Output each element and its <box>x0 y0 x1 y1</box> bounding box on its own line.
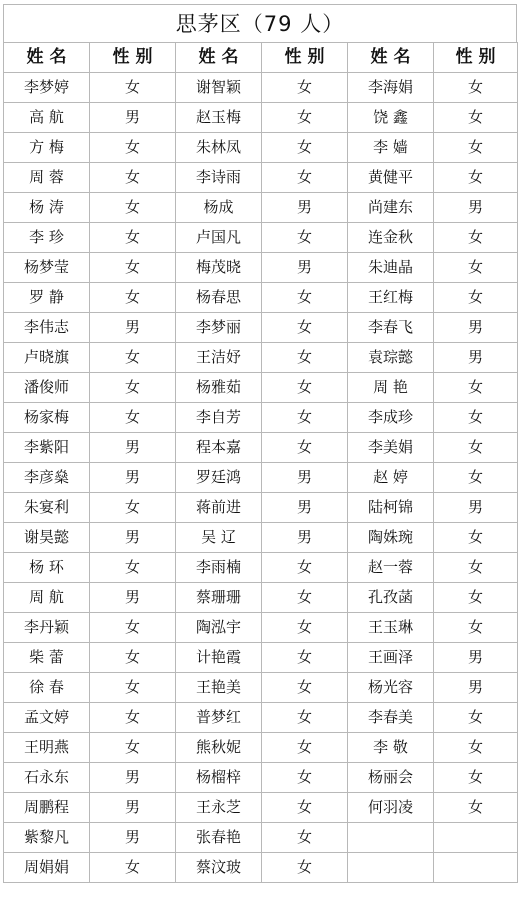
gender-cell: 女 <box>90 703 176 733</box>
gender-cell: 女 <box>90 733 176 763</box>
gender-cell: 女 <box>434 73 518 103</box>
name-cell: 李诗雨 <box>176 163 262 193</box>
name-cell: 赵一蓉 <box>348 553 434 583</box>
name-cell: 潘俊师 <box>4 373 90 403</box>
gender-cell: 女 <box>90 643 176 673</box>
name-cell: 何羽凌 <box>348 793 434 823</box>
name-cell: 高 航 <box>4 103 90 133</box>
gender-cell: 男 <box>262 523 348 553</box>
name-cell: 罗廷鸿 <box>176 463 262 493</box>
table-row <box>4 403 518 433</box>
gender-cell: 女 <box>90 343 176 373</box>
name-cell: 李春飞 <box>348 313 434 343</box>
gender-cell: 女 <box>262 103 348 133</box>
gender-cell: 男 <box>90 523 176 553</box>
gender-cell: 男 <box>90 793 176 823</box>
gender-cell: 女 <box>434 133 518 163</box>
table-row <box>4 823 518 853</box>
gender-cell: 男 <box>434 673 518 703</box>
gender-cell: 男 <box>262 463 348 493</box>
name-cell: 杨成 <box>176 193 262 223</box>
name-cell: 石永东 <box>4 763 90 793</box>
gender-cell: 女 <box>262 583 348 613</box>
name-cell: 周 蓉 <box>4 163 90 193</box>
gender-cell: 男 <box>90 763 176 793</box>
gender-cell: 男 <box>434 193 518 223</box>
gender-cell: 女 <box>90 253 176 283</box>
gender-cell: 男 <box>434 493 518 523</box>
name-cell: 周 航 <box>4 583 90 613</box>
gender-cell: 女 <box>434 613 518 643</box>
name-cell: 李成珍 <box>348 403 434 433</box>
gender-cell: 男 <box>434 643 518 673</box>
gender-cell: 女 <box>262 403 348 433</box>
gender-cell: 女 <box>90 223 176 253</box>
name-cell: 蔡汶玻 <box>176 853 262 883</box>
gender-cell: 女 <box>262 163 348 193</box>
gender-cell: 男 <box>90 583 176 613</box>
name-cell: 方 梅 <box>4 133 90 163</box>
name-cell: 罗 静 <box>4 283 90 313</box>
table-row <box>4 433 518 463</box>
name-cell: 李紫阳 <box>4 433 90 463</box>
name-cell: 杨 环 <box>4 553 90 583</box>
name-cell: 王玉琳 <box>348 613 434 643</box>
table-row <box>4 613 518 643</box>
gender-cell: 女 <box>434 163 518 193</box>
name-cell: 紫黎凡 <box>4 823 90 853</box>
table-row <box>4 373 518 403</box>
gender-cell: 男 <box>90 463 176 493</box>
gender-cell: 女 <box>434 433 518 463</box>
name-cell: 卢晓旗 <box>4 343 90 373</box>
name-cell: 杨榴梓 <box>176 763 262 793</box>
name-cell: 谢昊懿 <box>4 523 90 553</box>
gender-cell: 女 <box>434 103 518 133</box>
gender-cell: 女 <box>90 403 176 433</box>
gender-cell: 女 <box>90 133 176 163</box>
name-cell: 陆柯锦 <box>348 493 434 523</box>
roster-table <box>3 42 518 883</box>
name-cell <box>348 853 434 883</box>
district-title: 思茅区（79 人） <box>3 4 517 42</box>
name-cell: 李彦燊 <box>4 463 90 493</box>
gender-cell: 女 <box>90 373 176 403</box>
gender-cell: 女 <box>262 433 348 463</box>
header-name-3: 姓 名 <box>348 43 434 73</box>
name-cell: 熊秋妮 <box>176 733 262 763</box>
table-row <box>4 313 518 343</box>
table-row <box>4 343 518 373</box>
table-row <box>4 643 518 673</box>
gender-cell: 女 <box>90 193 176 223</box>
gender-cell: 女 <box>262 703 348 733</box>
gender-cell: 女 <box>262 343 348 373</box>
name-cell: 李梦丽 <box>176 313 262 343</box>
roster-sheet <box>3 4 517 883</box>
table-row <box>4 463 518 493</box>
header-gender-2: 性 别 <box>262 43 348 73</box>
gender-cell: 男 <box>90 313 176 343</box>
name-cell: 连金秋 <box>348 223 434 253</box>
name-cell: 柴 蕾 <box>4 643 90 673</box>
gender-cell: 女 <box>90 73 176 103</box>
name-cell: 赵玉梅 <box>176 103 262 133</box>
gender-cell: 男 <box>262 253 348 283</box>
name-cell: 程本嘉 <box>176 433 262 463</box>
name-cell: 朱迪晶 <box>348 253 434 283</box>
gender-cell <box>434 853 518 883</box>
table-row <box>4 523 518 553</box>
gender-cell: 男 <box>90 823 176 853</box>
table-row <box>4 793 518 823</box>
gender-cell: 女 <box>434 463 518 493</box>
gender-cell: 女 <box>434 793 518 823</box>
table-row <box>4 193 518 223</box>
name-cell: 黄健平 <box>348 163 434 193</box>
gender-cell: 女 <box>262 793 348 823</box>
name-cell: 计艳霞 <box>176 643 262 673</box>
gender-cell: 女 <box>434 733 518 763</box>
gender-cell: 女 <box>434 703 518 733</box>
name-cell: 杨 涛 <box>4 193 90 223</box>
table-row <box>4 103 518 133</box>
gender-cell <box>434 823 518 853</box>
table-row <box>4 763 518 793</box>
table-row <box>4 253 518 283</box>
name-cell: 李 嫱 <box>348 133 434 163</box>
gender-cell: 女 <box>262 613 348 643</box>
name-cell: 蒋前进 <box>176 493 262 523</box>
name-cell: 杨丽会 <box>348 763 434 793</box>
gender-cell: 女 <box>262 643 348 673</box>
name-cell: 陶姝琬 <box>348 523 434 553</box>
gender-cell: 女 <box>262 223 348 253</box>
gender-cell: 女 <box>90 493 176 523</box>
gender-cell: 女 <box>262 73 348 103</box>
gender-cell: 女 <box>434 583 518 613</box>
table-row <box>4 703 518 733</box>
name-cell: 杨家梅 <box>4 403 90 433</box>
name-cell: 尚建东 <box>348 193 434 223</box>
roster-body <box>4 73 518 883</box>
gender-cell: 女 <box>262 313 348 343</box>
gender-cell: 女 <box>434 283 518 313</box>
gender-cell: 女 <box>434 523 518 553</box>
name-cell: 梅茂晓 <box>176 253 262 283</box>
table-row <box>4 283 518 313</box>
name-cell: 王红梅 <box>348 283 434 313</box>
name-cell: 周鹏程 <box>4 793 90 823</box>
name-cell: 李梦婷 <box>4 73 90 103</box>
name-cell: 袁琮懿 <box>348 343 434 373</box>
name-cell: 谢智颖 <box>176 73 262 103</box>
header-name-2: 姓 名 <box>176 43 262 73</box>
name-cell: 周娟娟 <box>4 853 90 883</box>
header-row <box>4 43 518 73</box>
gender-cell: 女 <box>434 403 518 433</box>
name-cell: 朱林凤 <box>176 133 262 163</box>
gender-cell: 女 <box>90 283 176 313</box>
name-cell: 李 珍 <box>4 223 90 253</box>
gender-cell: 女 <box>434 763 518 793</box>
table-row <box>4 223 518 253</box>
name-cell: 孟文婷 <box>4 703 90 733</box>
table-row <box>4 733 518 763</box>
name-cell: 王画泽 <box>348 643 434 673</box>
name-cell: 杨雅茹 <box>176 373 262 403</box>
gender-cell: 女 <box>262 373 348 403</box>
name-cell: 吴 辽 <box>176 523 262 553</box>
name-cell: 蔡珊珊 <box>176 583 262 613</box>
name-cell: 杨春思 <box>176 283 262 313</box>
name-cell: 李春美 <box>348 703 434 733</box>
name-cell: 周 艳 <box>348 373 434 403</box>
gender-cell: 男 <box>90 433 176 463</box>
name-cell <box>348 823 434 853</box>
table-row <box>4 853 518 883</box>
name-cell: 李海娟 <box>348 73 434 103</box>
name-cell: 李 敬 <box>348 733 434 763</box>
gender-cell: 女 <box>262 853 348 883</box>
name-cell: 卢国凡 <box>176 223 262 253</box>
gender-cell: 男 <box>90 103 176 133</box>
gender-cell: 女 <box>262 553 348 583</box>
gender-cell: 女 <box>262 283 348 313</box>
gender-cell: 女 <box>90 673 176 703</box>
table-row <box>4 163 518 193</box>
name-cell: 赵 婷 <box>348 463 434 493</box>
gender-cell: 女 <box>262 763 348 793</box>
name-cell: 陶泓宇 <box>176 613 262 643</box>
name-cell: 孔孜菡 <box>348 583 434 613</box>
gender-cell: 男 <box>434 343 518 373</box>
gender-cell: 女 <box>90 553 176 583</box>
name-cell: 王明燕 <box>4 733 90 763</box>
name-cell: 李丹颖 <box>4 613 90 643</box>
table-row <box>4 133 518 163</box>
gender-cell: 男 <box>262 193 348 223</box>
gender-cell: 女 <box>434 253 518 283</box>
gender-cell: 女 <box>434 373 518 403</box>
table-row <box>4 553 518 583</box>
name-cell: 李雨楠 <box>176 553 262 583</box>
gender-cell: 女 <box>434 553 518 583</box>
name-cell: 普梦红 <box>176 703 262 733</box>
gender-cell: 女 <box>262 733 348 763</box>
table-row <box>4 73 518 103</box>
gender-cell: 女 <box>90 613 176 643</box>
gender-cell: 女 <box>262 823 348 853</box>
name-cell: 李自芳 <box>176 403 262 433</box>
gender-cell: 男 <box>262 493 348 523</box>
name-cell: 李美娟 <box>348 433 434 463</box>
name-cell: 张春艳 <box>176 823 262 853</box>
name-cell: 王艳美 <box>176 673 262 703</box>
gender-cell: 男 <box>434 313 518 343</box>
table-row <box>4 493 518 523</box>
name-cell: 杨光容 <box>348 673 434 703</box>
gender-cell: 女 <box>90 853 176 883</box>
name-cell: 王洁妤 <box>176 343 262 373</box>
header-gender-3: 性 别 <box>434 43 518 73</box>
name-cell: 朱宴利 <box>4 493 90 523</box>
name-cell: 饶 鑫 <box>348 103 434 133</box>
name-cell: 王永芝 <box>176 793 262 823</box>
table-row <box>4 583 518 613</box>
gender-cell: 女 <box>434 223 518 253</box>
table-row <box>4 673 518 703</box>
gender-cell: 女 <box>90 163 176 193</box>
gender-cell: 女 <box>262 673 348 703</box>
header-name-1: 姓 名 <box>4 43 90 73</box>
header-gender-1: 性 别 <box>90 43 176 73</box>
name-cell: 徐 春 <box>4 673 90 703</box>
gender-cell: 女 <box>262 133 348 163</box>
name-cell: 杨梦莹 <box>4 253 90 283</box>
name-cell: 李伟志 <box>4 313 90 343</box>
